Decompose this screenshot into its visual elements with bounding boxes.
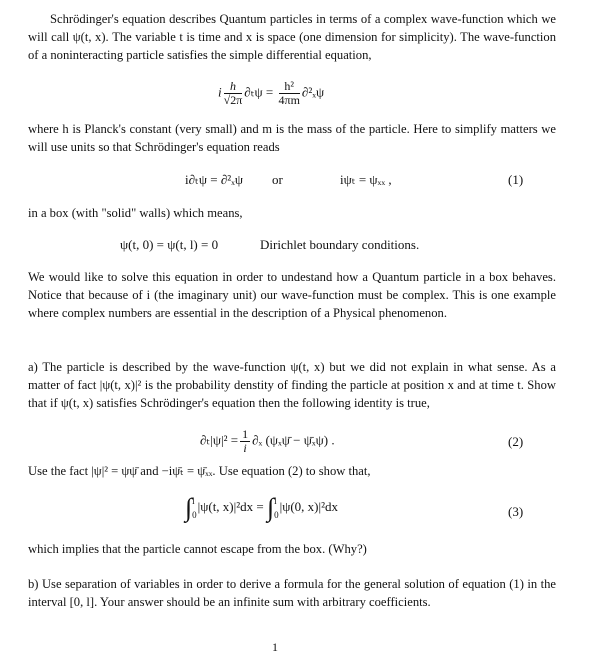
equation-2 <box>200 428 335 455</box>
left-fraction <box>224 80 243 107</box>
boundary-condition-label: Dirichlet boundary conditions. <box>260 237 420 252</box>
equation-2-right: ∂ₓ (ψₓψ̄ − ψ̄ₓψ) . <box>252 432 335 448</box>
right-derivative: ∂²ₓψ <box>301 84 325 100</box>
lower-limit-left: 0 <box>192 510 197 520</box>
equation-2-number: (2) <box>508 434 524 449</box>
equation-1-left: i∂ₜψ = ∂²ₓψ <box>185 172 244 187</box>
upper-limit-left: l <box>192 496 195 506</box>
planck-paragraph: where h is Planck's constant (very small) and m is the mass of the particle. Here to simplify matters we will use units so that Schrödinger's equation reads <box>28 122 556 155</box>
equation-3-number: (3) <box>508 504 524 519</box>
schrodinger-equation-full <box>218 80 324 107</box>
equation-2-fraction <box>240 428 250 455</box>
integrand-left: |ψ(t, x)|²dx = <box>197 498 264 514</box>
escape-paragraph: which implies that the particle cannot escape from the box. (Why?) <box>28 542 367 556</box>
left-numerator: h <box>224 80 243 94</box>
equation-2-denominator: i <box>243 441 247 455</box>
integral-sign-left: ∫ <box>185 493 193 522</box>
right-numerator: h² <box>279 80 300 94</box>
imaginary-unit: i <box>218 84 222 100</box>
use-fact-paragraph: Use the fact |ψ|² = ψψ̄ and −iψ̄ₜ = ψ̄ₓₓ. Use equation (2) to show that, <box>28 464 371 478</box>
boundary-condition-expression: ψ(t, 0) = ψ(t, l) = 0 <box>120 237 219 252</box>
right-fraction <box>279 80 300 107</box>
left-derivative: ∂ₜψ = <box>244 84 274 100</box>
quantum-box-paragraph: We would like to solve this equation in order to undestand how a Quantum particle in a box behaves. Notice that because of i (the imaginary unit) our wave-function must be complex. This is one example where complex numbers are essential in the description of a Physical phenomenon. <box>28 270 556 321</box>
integral-limits-right <box>274 494 279 522</box>
left-denominator: √2π <box>223 93 243 107</box>
part-a-paragraph: a) The particle is described by the wave-function ψ(t, x) but we did not explain in what sense. As a matter of fact |ψ(t, x)|² is the probability denstity of finding the particle at position x and at time t. Show that if ψ(t, x) satisfies Schrödinger's equation then the following identity is true, <box>28 360 556 411</box>
equation-1-number: (1) <box>508 172 524 187</box>
lower-limit-right: 0 <box>274 510 279 520</box>
equation-1-or: or <box>272 172 283 187</box>
integral-limits-left <box>192 494 197 522</box>
equation-2-numerator: 1 <box>242 427 249 441</box>
part-b-paragraph: b) Use separation of variables in order to derive a formula for the general solution of equation (1) in the interval [0, l]. Your answer should be an infinite sum with arbitrary coefficients. <box>28 577 556 610</box>
right-denominator: 4πm <box>278 93 300 107</box>
equation-2-left: ∂ₜ|ψ|² = <box>200 432 239 448</box>
box-paragraph: in a box (with "solid" walls) which means, <box>28 206 243 220</box>
equation-3 <box>185 494 338 522</box>
integral-sign-right: ∫ <box>266 493 275 522</box>
page-number: 1 <box>272 640 278 654</box>
intro-paragraph: Schrödinger's equation describes Quantum particles in terms of a complex wave-function which we will call ψ(t, x). The variable t is time and x is space (one dimension for simplicity). The wave-function of a noninteracting particle satisfies the simple differential equation, <box>28 12 556 63</box>
equation-1-right: iψₜ = ψₓₓ , <box>340 172 392 187</box>
upper-limit-right: l <box>274 496 277 506</box>
integrand-right: |ψ(0, x)|²dx <box>279 498 338 514</box>
